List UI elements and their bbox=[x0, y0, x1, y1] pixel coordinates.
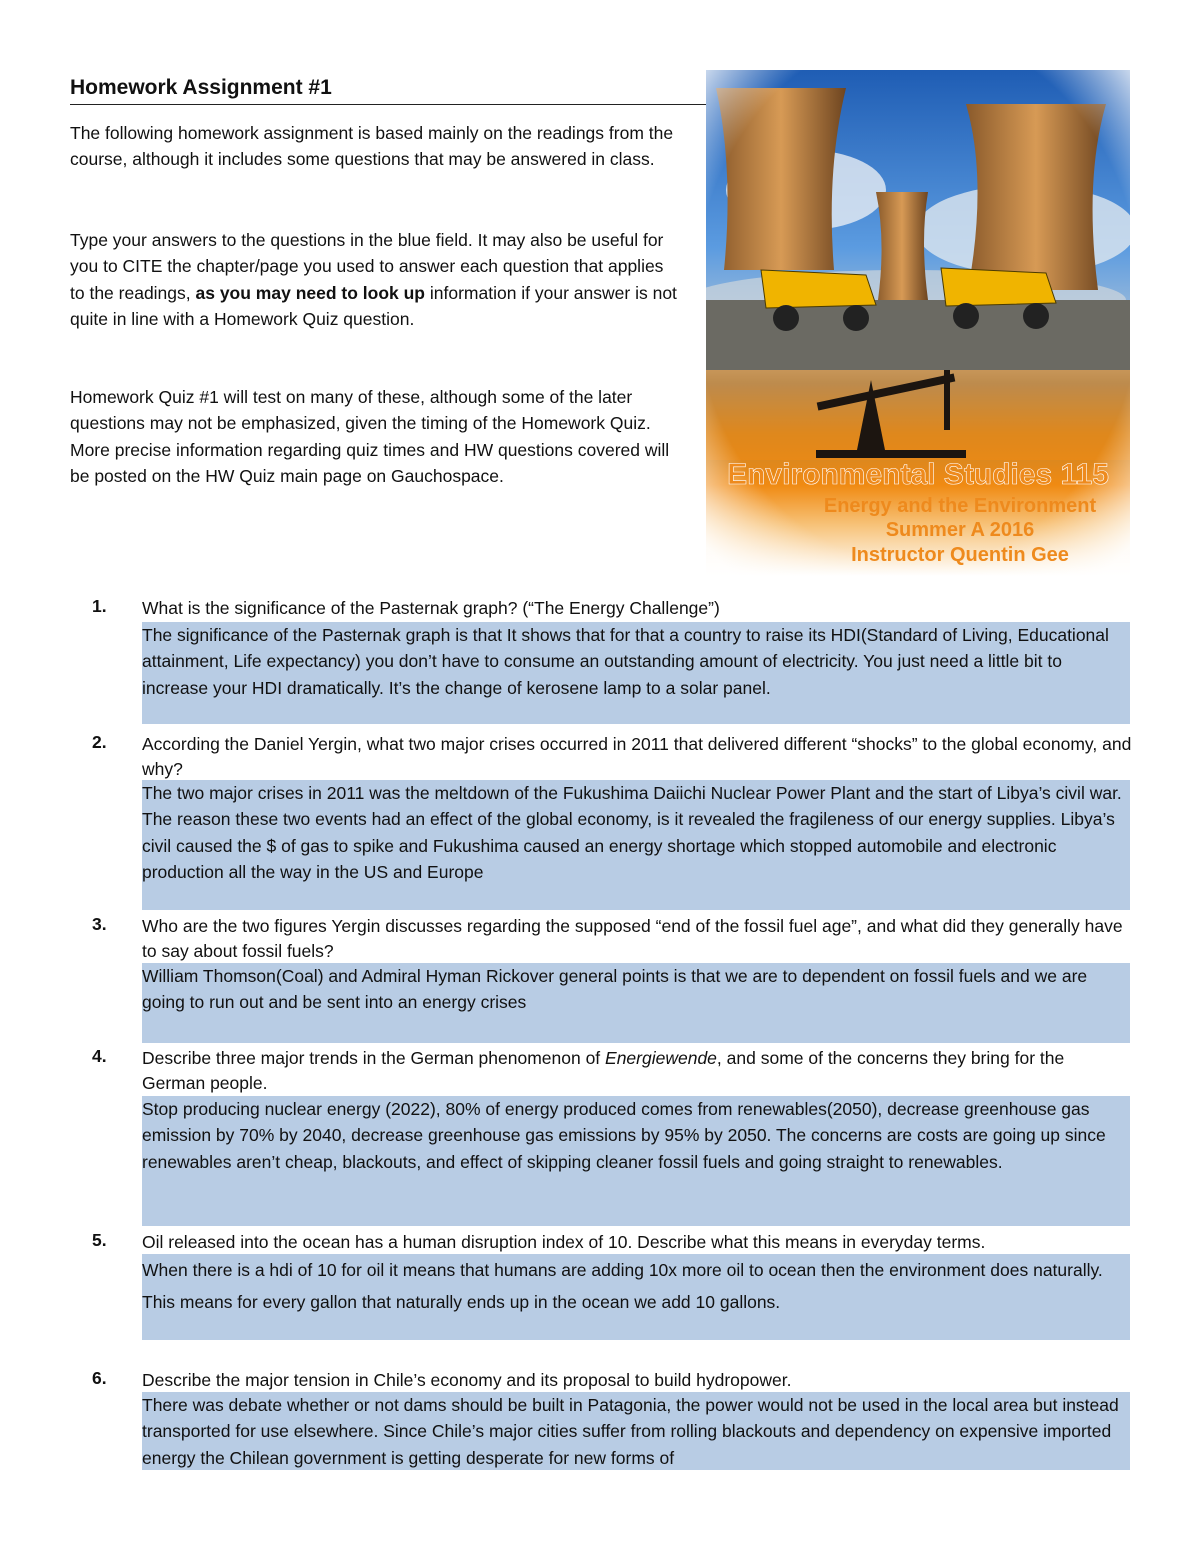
intro-p2-end: information if your answer is not quite in line with a Homework Quiz question. bbox=[70, 282, 677, 329]
question-number: 2. bbox=[92, 732, 107, 752]
question-number: 6. bbox=[92, 1368, 107, 1388]
answer-field[interactable] bbox=[142, 1254, 1130, 1340]
answer-text: The significance of the Pasternak graph is that It shows that for that a country to raise its HDI(Standard of Living, Educational attainment, Life expectancy) you don’t have to consume an outstanding amount of electricity. You just need a little bit to increase your HDI dramatically. It’s the change of kerosene lamp to a solar panel. bbox=[142, 625, 1109, 698]
question-number: 1. bbox=[92, 596, 107, 616]
answer-text: The two major crises in 2011 was the meltdown of the Fukushima Daiichi Nuclear Power Plant and the start of Libya’s civil war. The reason these two events had an effect of the global economy, is it revealed the fragileness of our energy supplies. Libya’s civil caused the $ of gas to spike and Fukushima caused an energy shortage which stopped automobile and electronic production all the way in the US and Europe bbox=[142, 783, 1122, 882]
question-number: 5. bbox=[92, 1230, 107, 1250]
answer-text: There was debate whether or not dams should be built in Patagonia, the power would not be used in the local area but instead transported for use elsewhere. Since Chile’s major cities suffer from rolling blackouts and dependency on expensive imported energy the Chilean government is getting desperate for new forms of bbox=[142, 1395, 1119, 1468]
intro-paragraph-1: The following homework assignment is based mainly on the readings from the course, although it includes some questions that may be answered in class. bbox=[70, 123, 674, 170]
intro-p2-text: Type your answers to the questions in the blue field. It may also be useful for you to CITE the chapter/page you used to answer each question that applies to the readings, bbox=[70, 230, 664, 303]
cover-instructor: Instructor Quentin Gee bbox=[851, 544, 1069, 566]
question-text-part: Describe three major trends in the German phenomenon of bbox=[142, 1048, 606, 1068]
question-text-italic: Energiewende bbox=[605, 1048, 717, 1068]
answer-field[interactable] bbox=[142, 1096, 1130, 1226]
answer-field[interactable] bbox=[142, 963, 1130, 1043]
answer-field[interactable] bbox=[142, 1392, 1130, 1470]
question-text: Describe the major tension in Chile’s economy and its proposal to build hydropower. bbox=[142, 1370, 792, 1390]
cover-course-title: Environmental Studies 115 bbox=[727, 458, 1109, 491]
question-number: 3. bbox=[92, 914, 107, 934]
answer-field[interactable] bbox=[142, 780, 1130, 910]
intro-paragraph-3: Homework Quiz #1 will test on many of these, although some of the later questions may not be emphasized, given the timing of the Homework Quiz. More precise information regarding quiz times and HW questions covered will be posted on the HW Quiz main page on Gauchospace. bbox=[70, 387, 670, 486]
answer-field[interactable] bbox=[142, 622, 1130, 724]
question-text: According the Daniel Yergin, what two major crises occurred in 2011 that delivered different “shocks” to the global economy, and why? bbox=[142, 734, 1132, 779]
question-text: What is the significance of the Pasternak graph? (“The Energy Challenge”) bbox=[142, 598, 720, 618]
answer-text: William Thomson(Coal) and Admiral Hyman Rickover general points is that we are to dependent on fossil fuels and we are going to run out and be sent into an energy crises bbox=[142, 966, 1088, 1013]
question-text-part: , and some of the concerns they bring for the German people. bbox=[142, 1048, 1065, 1093]
answer-text: Stop producing nuclear energy (2022), 80% of energy produced comes from renewables(2050), decrease greenhouse gas emission by 70% by 2040, decrease greenhouse gas emissions by 95% by 2050. The concerns are costs are going up since renewables aren’t cheap, blackouts, and effect of skipping cleaner fossil fuels and going straight to renewables. bbox=[142, 1099, 1106, 1172]
intro-paragraph-2 bbox=[70, 227, 680, 332]
cover-term: Summer A 2016 bbox=[885, 519, 1035, 541]
question-text: Who are the two figures Yergin discusses regarding the supposed “end of the fossil fuel age”, and what did they generally have to say about fossil fuels? bbox=[142, 916, 1123, 961]
page-title: Homework Assignment #1 bbox=[70, 76, 706, 105]
question-text bbox=[142, 1046, 1132, 1096]
answer-text: When there is a hdi of 10 for oil it means that humans are adding 10x more oil to ocean then the environment does naturally. This means for every gallon that naturally ends up in the ocean we add 10 gallons. bbox=[142, 1260, 1103, 1312]
question-text: Oil released into the ocean has a human disruption index of 10. Describe what this means in everyday terms. bbox=[142, 1232, 986, 1252]
cover-subtitle: Energy and the Environment bbox=[823, 495, 1097, 517]
question-number: 4. bbox=[92, 1046, 107, 1066]
course-cover-image bbox=[706, 70, 1130, 576]
intro-p2-bold: as you may need to look up bbox=[195, 282, 425, 303]
